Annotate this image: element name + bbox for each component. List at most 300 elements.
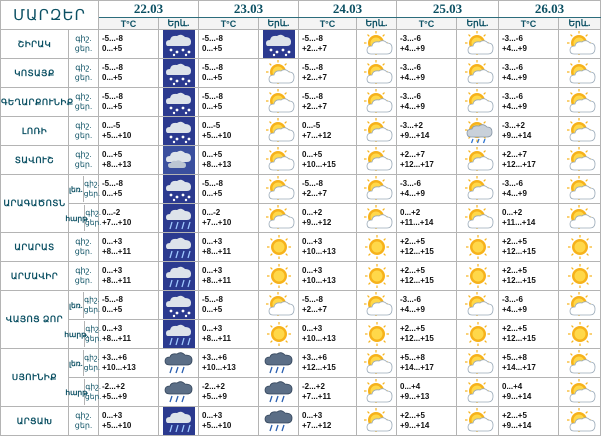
weather-cell [457,262,499,291]
temperature-cell [99,204,159,233]
day-temp: +9...+14 [502,131,532,140]
day-label: ցեր. [74,102,93,111]
day-temp: +10...+13 [102,363,136,372]
day-temp: +12...+15 [502,276,536,285]
night-label: գիշ. [85,382,101,391]
snow-dark-icon [163,88,195,116]
region-row [1,88,601,117]
weather-cell [457,349,499,378]
partly-icon [462,146,494,174]
day-temp: +8...+13 [202,160,232,169]
day-temp: +2...+7 [302,102,327,111]
night-temp: 0...-2 [102,208,121,217]
day-temp: +4...+9 [400,102,425,111]
night-temp: 0...+3 [102,324,123,333]
partly-icon [462,204,494,232]
partly-icon [462,59,494,87]
partly-icon [361,378,393,406]
phenom-col-header: Երև. [457,18,499,30]
date-header: 26.03 [499,1,601,18]
temperature-cell [299,30,357,59]
region-row [1,175,601,204]
temperature-cell [499,30,559,59]
temperature-cell [299,407,357,436]
temperature-cell [199,262,259,291]
day-temp: +4...+9 [400,73,425,82]
temperature-cell [397,262,457,291]
day-temp: +7...+10 [202,218,232,227]
weather-cell [357,349,397,378]
temperature-cell [99,59,159,88]
temperature-cell [199,59,259,88]
night-temp: 0...-5 [302,121,321,130]
night-temp: -3...-6 [400,92,421,101]
partly-icon [564,59,596,87]
night-temp: -2...+2 [102,382,125,391]
sunny-icon [264,321,294,347]
day-label: ցեր. [74,73,93,82]
night-temp: 0...+2 [400,208,421,217]
weather-cell [259,30,299,59]
day-label: ցեր. [85,334,102,343]
day-temp: +2...+7 [302,305,327,314]
region-name: ԳԵՂԱՐՔՈՒՆԻՔ [1,88,69,117]
snow-dark-icon [163,117,195,145]
night-temp: +2...+7 [502,150,527,159]
weather-cell [259,233,299,262]
day-temp: +9...+12 [302,218,332,227]
temperature-cell [299,117,357,146]
night-temp: -5...-8 [202,295,223,304]
temp-col-header: T°C [397,18,457,30]
night-label: գիշ. [84,295,100,304]
partly-icon [263,175,295,203]
temp-col-header: T°C [199,18,259,30]
partly-icon [361,175,393,203]
day-temp: +5...+10 [202,421,232,430]
night-temp: -3...-6 [502,63,523,72]
subregion-cell [65,378,102,407]
weather-cell [159,59,199,88]
weather-cell [159,349,199,378]
night-label: գիշ. [75,34,92,43]
weather-cell [559,407,601,436]
day-temp: +2...+7 [302,73,327,82]
day-temp: +7...+11 [302,392,331,401]
sunny-icon [565,321,595,347]
temperature-cell [299,378,357,407]
subregion-label: լեռ. [69,176,84,202]
night-temp: -2...+2 [302,382,325,391]
weather-cell [357,262,397,291]
night-label: գիշ. [84,179,100,188]
weather-cell [457,175,499,204]
night-temp: 0...+3 [202,266,223,275]
partly-icon [361,30,393,58]
weather-cell [159,320,199,349]
daynight-labels [69,59,99,88]
sunny-icon [565,263,595,289]
region-name: ԱՐՄԱՎԻՐ [1,262,69,291]
night-temp: -3...-6 [502,179,523,188]
partly-icon [564,407,596,435]
sunny-icon [463,234,493,260]
weather-cell [559,320,601,349]
night-temp: -2...+2 [202,382,225,391]
temp-col-header: T°C [99,18,159,30]
temperature-cell [199,349,259,378]
night-temp: -3...-6 [502,92,523,101]
day-temp: 0...+5 [202,73,223,82]
night-temp: 0...+3 [102,237,123,246]
date-header: 22.03 [99,1,199,18]
snow-dark-icon [163,30,195,58]
temperature-cell [299,291,357,320]
day-temp: +10...+13 [302,334,336,343]
rain-dark-icon [163,262,195,290]
day-label: ցեր. [74,44,93,53]
temperature-cell [299,204,357,233]
night-temp: 0...+5 [302,150,323,159]
night-temp: -5...-8 [102,179,123,188]
day-temp: +2...+7 [302,44,327,53]
night-temp: +2...+5 [502,237,527,246]
temperature-cell [499,378,559,407]
temperature-cell [499,407,559,436]
partly-icon [361,88,393,116]
weather-cell [357,59,397,88]
temperature-cell [397,407,457,436]
subregion-cell [69,291,99,320]
day-temp: +12...+17 [400,160,434,169]
night-temp: -5...-8 [302,63,323,72]
subregion-label: լեռ. [69,292,84,318]
night-temp: +3...+6 [302,353,327,362]
subregion-label: հարթ. [69,321,85,347]
day-label: ցեր. [85,218,102,227]
day-temp: +2...+7 [302,189,327,198]
temperature-cell [397,30,457,59]
partly-icon [361,291,393,319]
day-temp: 0...+5 [102,305,123,314]
temperature-cell [499,59,559,88]
partly-icon [361,349,393,377]
rain-grey-icon [162,380,196,404]
weather-cell [259,88,299,117]
day-temp: +8...+11 [102,276,131,285]
weather-cell [357,146,397,175]
partly-icon [564,88,596,116]
night-label: գիշ. [85,324,101,333]
night-temp: +5...+8 [400,353,425,362]
night-temp: 0...-2 [202,208,221,217]
temperature-cell [99,175,159,204]
temperature-cell [299,262,357,291]
temperature-cell [499,146,559,175]
temperature-cell [299,233,357,262]
region-name: ԱՐԱԳԱԾՈՏՆ [1,175,69,233]
day-temp: +4...+9 [502,73,527,82]
weather-cell [259,407,299,436]
temperature-cell [397,88,457,117]
region-name: ԱՐՑԱԽ [1,407,69,436]
weather-cell [559,204,601,233]
weather-cell [457,59,499,88]
partly-icon [564,117,596,145]
snow-dark-icon [163,291,195,319]
weather-cell [559,88,601,117]
temperature-cell [199,378,259,407]
night-temp: +3...+6 [102,353,127,362]
region-row [1,378,601,407]
night-temp: 0...+3 [202,237,223,246]
partly-icon [462,291,494,319]
phenom-col-header: Երև. [559,18,601,30]
weather-cell [159,146,199,175]
partly-icon [361,117,393,145]
day-temp: +4...+9 [502,305,527,314]
subregion-label: հարթ [69,205,85,231]
day-temp: 0...+5 [202,189,223,198]
night-temp: 0...+3 [102,266,123,275]
day-temp: +4...+9 [400,44,425,53]
temperature-cell [499,349,559,378]
day-temp: +5...+9 [102,392,127,401]
region-row [1,262,601,291]
night-temp: -3...-6 [400,34,421,43]
day-temp: +12...+15 [502,334,536,343]
night-temp: -5...-8 [102,295,123,304]
night-label: գիշ. [75,411,92,420]
night-label: գիշ. [75,266,92,275]
temperature-cell [199,320,259,349]
day-temp: +4...+9 [502,189,527,198]
partly-icon [263,88,295,116]
forecast-body [1,30,601,436]
day-label: ցեր. [74,421,93,430]
weather-cell [357,233,397,262]
day-temp: +7...+12 [302,421,332,430]
region-row [1,146,601,175]
region-name: ՏԱՎՈՒՇ [1,146,69,175]
weather-cell [357,378,397,407]
phenom-col-header: Երև. [159,18,199,30]
day-temp: +4...+9 [400,189,425,198]
region-name: ՎԱՅՈՑ ՁՈՐ [1,291,69,349]
night-label: գիշ. [75,150,92,159]
temperature-cell [499,204,559,233]
temperature-cell [99,291,159,320]
night-label: գիշ. [75,237,92,246]
region-name: ՇԻՐԱԿ [1,30,69,59]
night-temp: -5...-8 [302,179,323,188]
temperature-cell [99,30,159,59]
night-label: գիշ. [85,208,101,217]
day-label: ցեր. [83,189,101,198]
partly-icon [462,88,494,116]
night-temp: -5...-8 [102,34,123,43]
day-temp: +12...+15 [502,247,536,256]
weather-cell [159,233,199,262]
temperature-cell [99,88,159,117]
day-temp: +12...+15 [302,363,336,372]
temperature-cell [199,175,259,204]
region-row [1,320,601,349]
temp-col-header: T°C [299,18,357,30]
weather-cell [159,175,199,204]
weather-cell [357,30,397,59]
weather-cell [559,30,601,59]
day-temp: +10...+13 [302,247,336,256]
day-temp: +5...+9 [202,392,227,401]
weather-cell [457,204,499,233]
temperature-cell [199,407,259,436]
subregion-cell [64,320,102,349]
temperature-cell [397,175,457,204]
weather-cell [259,117,299,146]
temperature-cell [99,262,159,291]
day-temp: 0...+5 [102,73,123,82]
temperature-cell [199,30,259,59]
weather-cell [357,88,397,117]
temperature-cell [199,233,259,262]
temperature-cell [397,204,457,233]
night-temp: 0...+3 [202,324,223,333]
temperature-cell [199,88,259,117]
night-temp: 0...-5 [202,121,221,130]
day-temp: +8...+11 [202,276,231,285]
weather-cell [259,262,299,291]
day-temp: +14...+17 [502,363,536,372]
night-temp: +2...+5 [400,324,425,333]
night-temp: -5...-8 [202,92,223,101]
day-temp: +9...+14 [502,392,532,401]
day-temp: +10...+13 [302,276,336,285]
region-row [1,117,601,146]
night-temp: 0...+3 [202,411,223,420]
rain-grey-icon [162,351,196,375]
day-temp: +8...+11 [202,247,231,256]
phenom-col-header: Երև. [259,18,299,30]
weather-cell [357,407,397,436]
weather-cell [457,146,499,175]
temperature-cell [199,117,259,146]
weather-cell [259,204,299,233]
day-temp: 0...+5 [102,189,123,198]
weather-cell [259,146,299,175]
day-temp: +9...+14 [400,421,430,430]
partly-icon [263,291,295,319]
partly-icon [361,59,393,87]
night-label: գիշ. [75,63,92,72]
night-temp: 0...+3 [302,237,323,246]
night-temp: 0...-5 [102,121,121,130]
temperature-cell [99,117,159,146]
temperature-cell [397,117,457,146]
daynight-labels [69,117,99,146]
region-row [1,349,601,378]
weather-cell [357,204,397,233]
day-temp: +10...+15 [302,160,336,169]
night-temp: -3...-6 [400,295,421,304]
temperature-cell [299,88,357,117]
night-temp: +3...+6 [202,353,227,362]
day-temp: +5...+10 [202,131,232,140]
weather-cell [457,291,499,320]
weather-cell [159,88,199,117]
day-temp: +12...+15 [400,276,434,285]
night-temp: 0...+3 [302,411,323,420]
night-temp: 0...+5 [102,150,123,159]
night-temp: +2...+5 [502,411,527,420]
night-temp: -5...-8 [302,92,323,101]
sunny-icon [362,234,392,260]
partly-icon [361,407,393,435]
day-temp: 0...+5 [202,44,223,53]
subregion-cell [65,204,102,233]
temperature-cell [499,175,559,204]
day-temp: +4...+9 [502,102,527,111]
day-temp: +8...+11 [102,247,131,256]
temperature-cell [397,320,457,349]
region-name: ԱՐԱՐԱՏ [1,233,69,262]
weather-cell [159,30,199,59]
temperature-cell [499,291,559,320]
temperature-cell [199,146,259,175]
region-row [1,204,601,233]
day-temp: +9...+14 [502,421,532,430]
temp-col-header: T°C [499,18,559,30]
night-label: գիշ. [75,92,92,101]
day-label: ցեր. [74,131,93,140]
weather-cell [457,88,499,117]
temperature-cell [299,59,357,88]
weather-cell [357,117,397,146]
night-temp: -5...-8 [202,179,223,188]
snow-dark-icon [263,30,295,58]
rain-dark-icon [163,204,195,232]
weather-cell [559,117,601,146]
daynight-labels [69,146,99,175]
day-temp: +4...+9 [400,305,425,314]
night-temp: -3...+2 [400,121,423,130]
day-temp: +11...+14 [400,218,434,227]
rain-grey-icon [262,380,296,404]
region-row [1,59,601,88]
snow-dark-icon [163,59,195,87]
day-temp: +12...+15 [400,334,434,343]
partly-icon [564,291,596,319]
subregion-cell [69,349,99,378]
day-temp: 0...+5 [202,305,223,314]
night-temp: -5...-8 [302,34,323,43]
day-temp: +7...+10 [102,218,132,227]
night-temp: +2...+5 [502,324,527,333]
day-temp: +5...+10 [102,131,132,140]
partly-icon [564,30,596,58]
sunny-icon [362,263,392,289]
region-name: ԼՈՌԻ [1,117,69,146]
partly-icon [462,378,494,406]
weather-cell [457,233,499,262]
night-temp: 0...+5 [202,150,223,159]
weather-cell [159,407,199,436]
day-label: ցեր. [74,276,93,285]
temperature-cell [499,262,559,291]
temperature-cell [299,320,357,349]
temperature-cell [397,349,457,378]
daynight-labels [69,262,99,291]
